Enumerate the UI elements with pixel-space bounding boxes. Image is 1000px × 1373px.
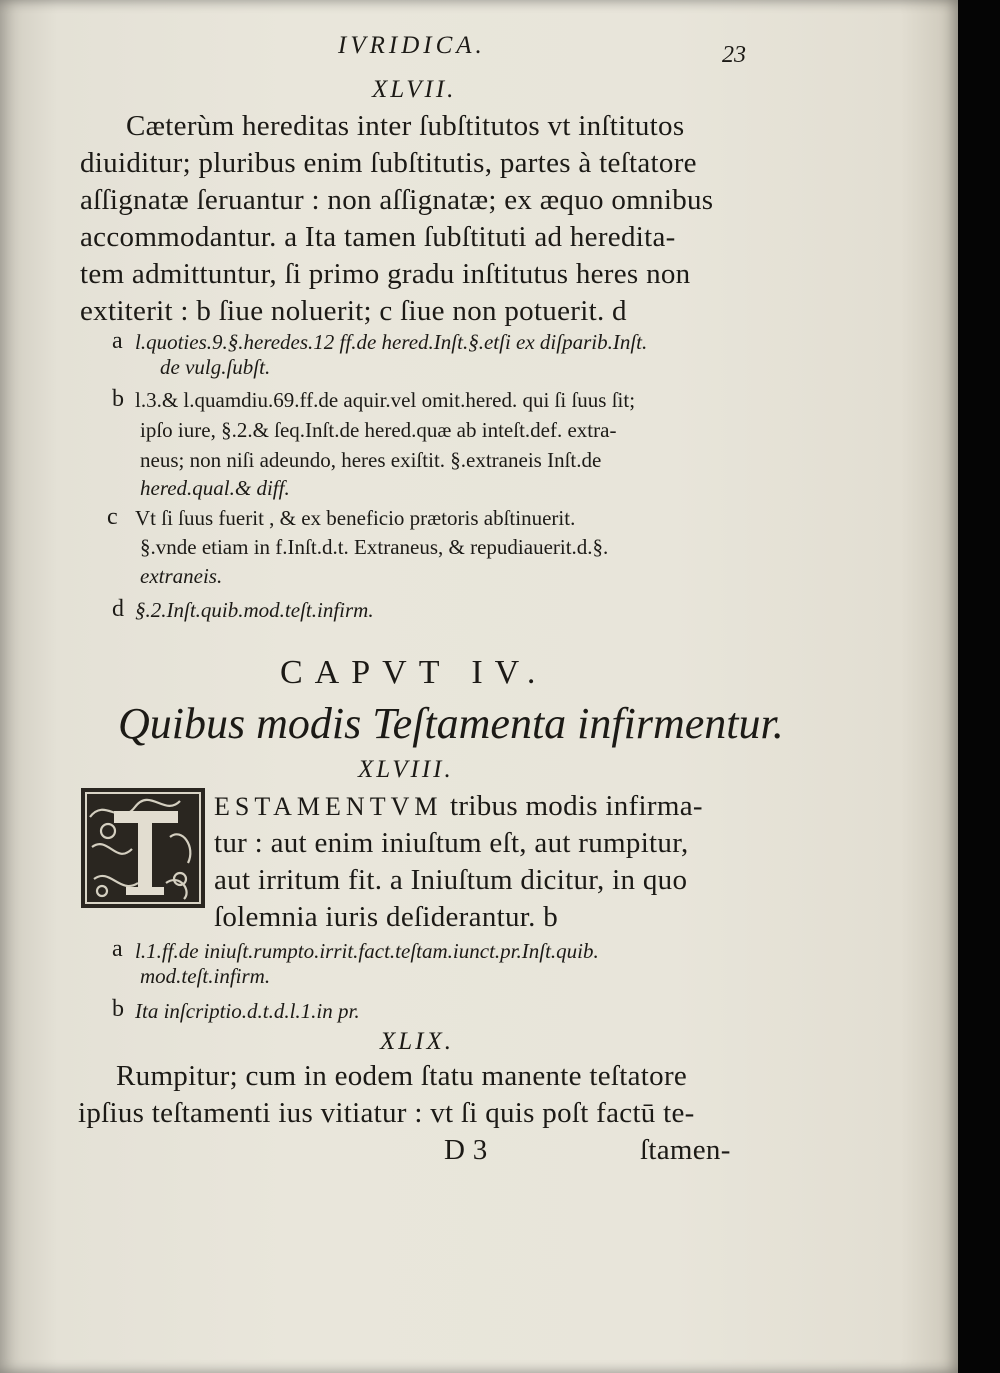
- footnote-mark: a: [112, 328, 123, 354]
- footnote-line: l.3.& l.quamdiu.69.ff.de aquir.vel omit.hered. qui ſi ſuus ſit;: [135, 388, 636, 412]
- paragraph-line: aut irritum fit. a Iniuſtum dicitur, in quo: [214, 864, 688, 896]
- catchword: ſtamen-: [640, 1134, 731, 1166]
- paragraph-line: aſſignatæ ſeruantur : non aſſignatæ; ex æquo omnibus: [80, 184, 714, 216]
- footnote-line: neus; non niſi adeundo, heres exiſtit. §.extraneis Inſt.de: [140, 448, 602, 472]
- footnote-line: extraneis.: [140, 564, 223, 588]
- section-number-49: XLIX.: [380, 1028, 455, 1055]
- footnote-mark: b: [112, 996, 124, 1022]
- paragraph-line: diuiditur; pluribus enim ſubſtitutis, partes à teſtatore: [80, 147, 697, 179]
- paragraph-line: [214, 790, 703, 823]
- chapter-title: CAPVT IV.: [280, 654, 548, 691]
- footnote-line: Vt ſi ſuus fuerit , & ex beneficio prætoris abſtinuerit.: [135, 506, 576, 530]
- running-title: IVRIDICA.: [338, 32, 486, 59]
- footnote-line: de vulg.ſubſt.: [160, 355, 271, 379]
- paragraph-line: tem admittuntur, ſi primo gradu inſtitutus heres non: [80, 258, 691, 290]
- footnote-mark: b: [112, 386, 124, 412]
- section-number-48: XLVIII.: [358, 756, 454, 783]
- footnote-line: mod.teſt.infirm.: [140, 964, 271, 988]
- paragraph-line: ipſius teſtamenti ius vitiatur : vt ſi quis poſt factū te-: [78, 1097, 695, 1129]
- dark-background-edge: [958, 0, 1000, 1373]
- decorated-initial-letter: [80, 787, 206, 909]
- paragraph-line: tur : aut enim iniuſtum eſt, aut rumpitur,: [214, 827, 689, 859]
- paragraph-line: accommodantur. a Ita tamen ſubſtituti ad heredita-: [80, 221, 676, 253]
- paragraph-line: extiterit : b ſiue noluerit; c ſiue non potuerit. d: [80, 295, 627, 327]
- footnote-line: Ita inſcriptio.d.t.d.l.1.in pr.: [135, 999, 360, 1023]
- footnote-mark: a: [112, 936, 123, 962]
- footnote-line: §.2.Inſt.quib.mod.teſt.infirm.: [135, 598, 374, 622]
- woodcut-initial-icon: [80, 787, 206, 909]
- paragraph-line-text: tribus modis infirma-: [450, 790, 703, 822]
- footnote-mark: d: [112, 596, 124, 622]
- chapter-subtitle: Quibus modis Teſtamenta infirmentur.: [118, 699, 784, 748]
- footnote-line: l.1.ff.de iniuſt.rumpto.irrit.fact.teſtam.iunct.pr.Inſt.quib.: [135, 939, 599, 963]
- footnote-line: l.quoties.9.§.heredes.12 ff.de hered.Inſt.§.etſi ex diſparib.Inſt.: [135, 330, 648, 354]
- paragraph-line: Cæterùm hereditas inter ſubſtitutos vt inſtitutos: [126, 110, 685, 142]
- paragraph-line: Rumpitur; cum in eodem ſtatu manente teſtatore: [116, 1060, 688, 1092]
- page-number: 23: [722, 42, 746, 68]
- signature-mark: D 3: [444, 1134, 488, 1166]
- section-number-47: XLVII.: [372, 76, 457, 103]
- footnote-line: hered.qual.& diff.: [140, 476, 290, 500]
- footnote-mark: c: [107, 504, 118, 530]
- footnote-line: ipſo iure, §.2.& ſeq.Inſt.de hered.quæ ab inteſt.def. extra-: [140, 418, 617, 442]
- footnote-line: §.vnde etiam in f.Inſt.d.t. Extraneus, & repudiauerit.d.§.: [140, 535, 609, 559]
- paragraph-line: ſolemnia iuris deſiderantur. b: [214, 901, 559, 933]
- first-word: ESTAMENTVM: [214, 792, 443, 821]
